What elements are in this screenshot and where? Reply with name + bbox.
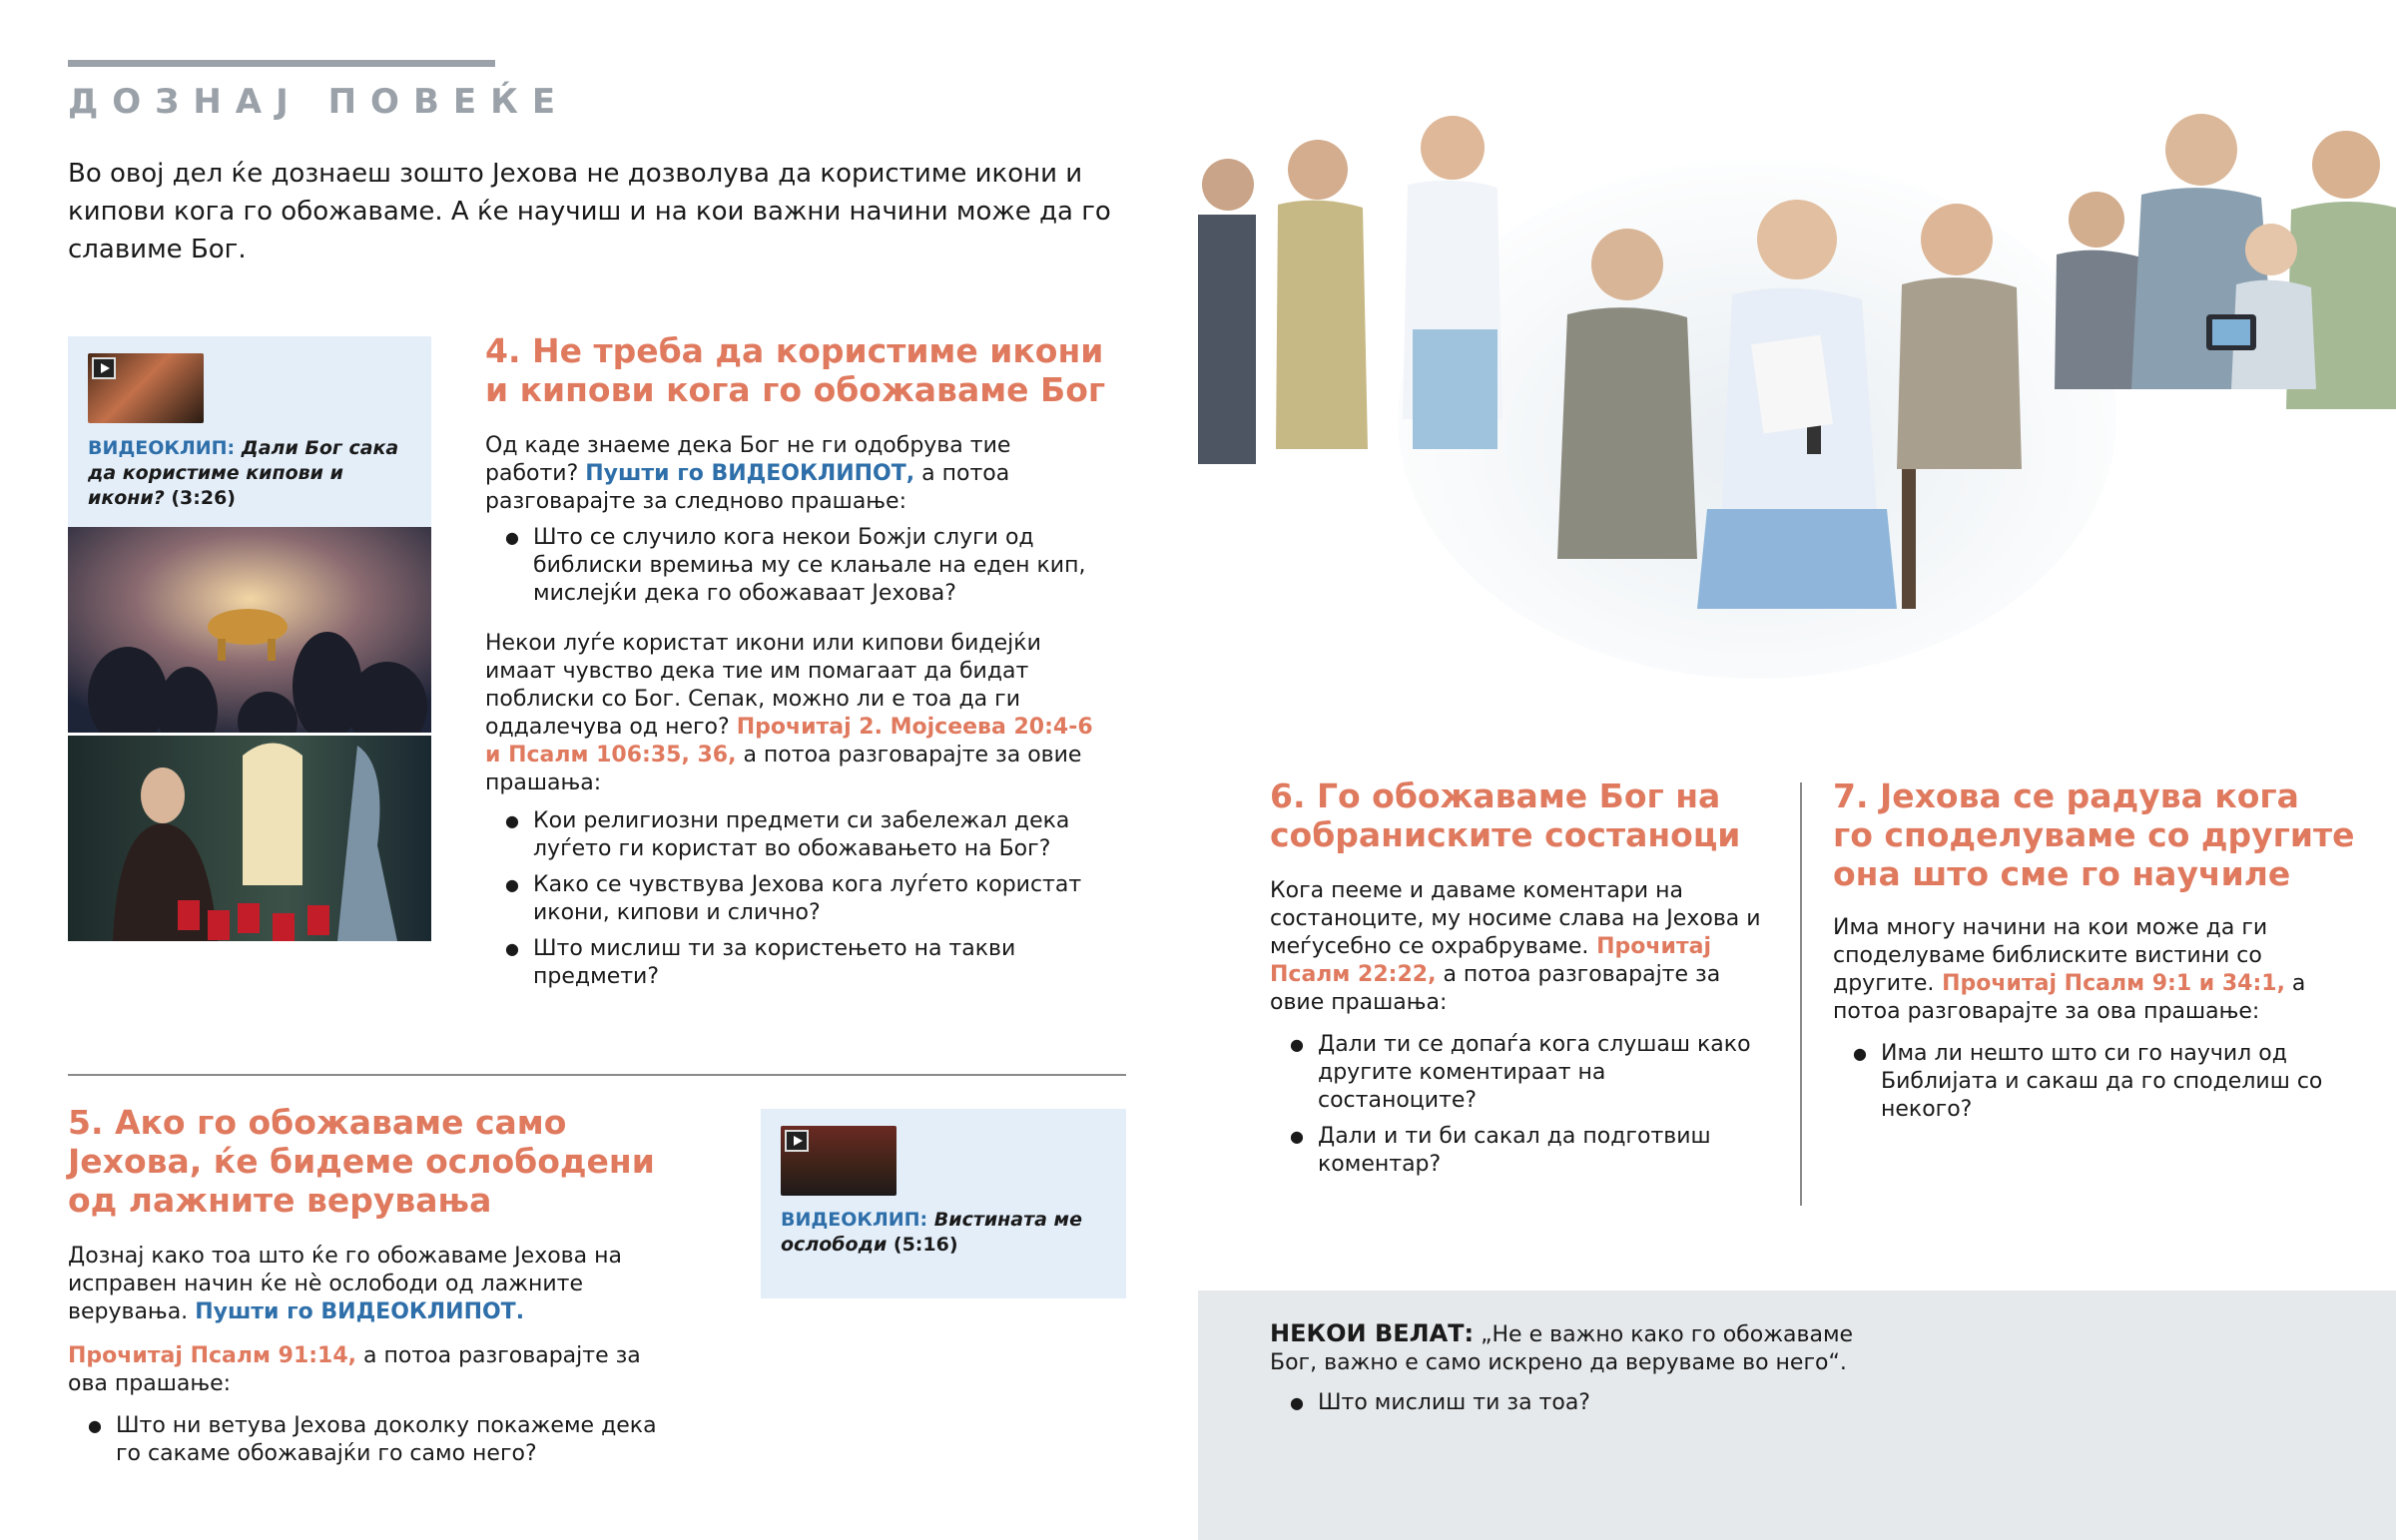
- section-5-questions: [68, 1412, 667, 1468]
- list-item: ● Што мислиш ти за користењето на такви предмети?: [485, 935, 1104, 991]
- section-7-heading: 7. Јехова се радува кога го споделуваме со другите она што сме го научиле: [1833, 776, 2355, 893]
- play-icon[interactable]: [92, 357, 116, 379]
- some-say-content: [1270, 1319, 1889, 1425]
- section-6-heading: 6. Го обожаваме Бог на собраниските состаноци: [1270, 776, 1741, 854]
- section-5-heading: 5. Ако го обожаваме само Јехова, ќе бидеме ослободени од лажните верувања: [68, 1103, 655, 1220]
- section-divider: [68, 1074, 1126, 1076]
- play-video-link[interactable]: Пушти го ВИДЕОКЛИПОТ.: [195, 1299, 525, 1324]
- list-item: ● Кои религиозни предмети си забележал дека луѓето ги користат во обожавањето на Бог?: [485, 807, 1104, 863]
- section-4-body: Од каде знаеме дека Бог не ги одобрува тие работи? Пушти го ВИДЕОКЛИПОТ, а потоа разговарајте за следново прашање: ● Што се случило кога некои Божји слуги од библиски времиња му се клањале на еден кип, мислејќи дека го обожаваат Јехова? Некои луѓе користат икони или кипови бидејќи имаат чувство дека тие им помагаат да бидат поблиски со Бог. Сепак, можно ли е тоа да ги оддалечува од него? Прочитај 2. Мојсеева 20:4-6 и Псалм 106:35, 36, а потоа разговарајте за овие прашања: ● Кои религиозни предмети си забележал дека луѓето ги користат во обожавањето на Бог? ● Како се чувствува Јехова кога луѓето користат икони, кипови и слично? ● Што мислиш ти за користењето на такви предмети?: [485, 432, 1104, 999]
- some-say-questions: [1270, 1389, 1889, 1417]
- video-thumbnail[interactable]: [88, 353, 204, 423]
- church-candles-illustration: [68, 736, 431, 941]
- list-item: ● Што се случило кога некои Божји слуги од библиски времиња му се клањале на еден кип, мислејќи дека го обожаваат Јехова?: [485, 524, 1104, 608]
- section-7-body: Има многу начини на кои може да ги споделуваме библиските вистини со другите. Прочитај Псалм 9:1 и 34:1, а потоа разговарајте за ова прашање: ● Има ли нешто што си го научил од Библијата и сакаш да го споделиш со некого?: [1833, 914, 2332, 1132]
- section-4-heading: 4. Не треба да користиме икони и кипови кога го обожаваме Бог: [485, 331, 1106, 409]
- section-4-questions-2: [485, 807, 1104, 991]
- scripture-link[interactable]: Прочитај Псалм 91:14,: [68, 1343, 357, 1368]
- column-divider: [1800, 782, 1802, 1206]
- some-say-label: НЕКОИ ВЕЛАТ:: [1270, 1319, 1475, 1347]
- video-thumbnail[interactable]: [781, 1126, 897, 1196]
- golden-calf-illustration: [68, 527, 431, 733]
- list-item: ● Дали и ти би сакал да подготвиш коментар?: [1270, 1123, 1769, 1179]
- list-item: ● Што ни ветува Јехова доколку покажеме дека го сакаме обожавајќи го само него?: [68, 1412, 667, 1468]
- section-6-body: Кога пееме и даваме коментари на состаноците, му носиме слава на Јехова и меѓусебно се охрабруваме. Прочитај Псалм 22:22, а потоа разговарајте за овие прашања: ● Дали ти се допаѓа кога слушаш како другите коментираат на состаноците? ● Дали и ти би сакал да подготвиш коментар?: [1270, 877, 1769, 1187]
- section-kicker: ДОЗНАЈ ПОВЕЌЕ: [68, 82, 570, 122]
- list-item: ● Што мислиш ти за тоа?: [1270, 1389, 1889, 1417]
- section-4-questions-1: [485, 524, 1104, 608]
- section-4-intro: Од каде знаеме дека Бог не ги одобрува тие работи?: [485, 433, 1011, 486]
- play-icon[interactable]: [785, 1130, 809, 1152]
- list-item: ● Има ли нешто што си го научил од Библијата и сакаш да го споделиш со некого?: [1833, 1040, 2332, 1124]
- video-caption: ВИДЕОКЛИП: Дали Бог сака да користиме кипови и икони? (3:26): [88, 437, 399, 509]
- list-item: ● Како се чувствува Јехова кога луѓето користат икони, кипови и слично?: [485, 871, 1104, 927]
- play-video-link[interactable]: Пушти го ВИДЕОКЛИПОТ,: [585, 461, 915, 486]
- scripture-link[interactable]: Прочитај Псалм 9:1 и 34:1,: [1934, 971, 2285, 996]
- section-7-questions: [1833, 1040, 2332, 1124]
- video-card-5[interactable]: [761, 1109, 1126, 1298]
- scripture-link[interactable]: Прочитај 2. Мојсеева 20:4-6 и Псалм 106:35, 36,: [485, 715, 1093, 768]
- list-item: ● Дали ти се допаѓа кога слушаш како другите коментираат на состаноците?: [1270, 1031, 1769, 1115]
- scripture-link[interactable]: Прочитај Псалм 22:22,: [1270, 934, 1712, 987]
- section-5-body: Дознај како тоа што ќе го обожаваме Јехова на исправен начин ќе нѐ ослободи од лажните верувања. Пушти го ВИДЕОКЛИПОТ. Прочитај Псалм 91:14, а потоа разговарајте за ова прашање: ● Што ни ветува Јехова доколку покажеме дека го сакаме обожавајќи го само него?: [68, 1243, 667, 1476]
- intro-paragraph: Во овој дел ќе дознаеш зошто Јехова не дозволува да користиме икони и кипови кога го обожаваме. А ќе научиш и на кои важни начини може да го славиме Бог.: [68, 159, 1111, 264]
- video-card-4[interactable]: [68, 336, 431, 527]
- header-rule: [68, 60, 495, 67]
- section-6-questions: [1270, 1031, 1769, 1179]
- congregation-illustration: [1198, 90, 2396, 699]
- video-caption: ВИДЕОКЛИП: Вистината ме ослободи (5:16): [781, 1209, 1082, 1256]
- some-say-quote: „Не е важно како го обожаваме Бог, важно е само искрено да веруваме во него“.: [1270, 1322, 1854, 1375]
